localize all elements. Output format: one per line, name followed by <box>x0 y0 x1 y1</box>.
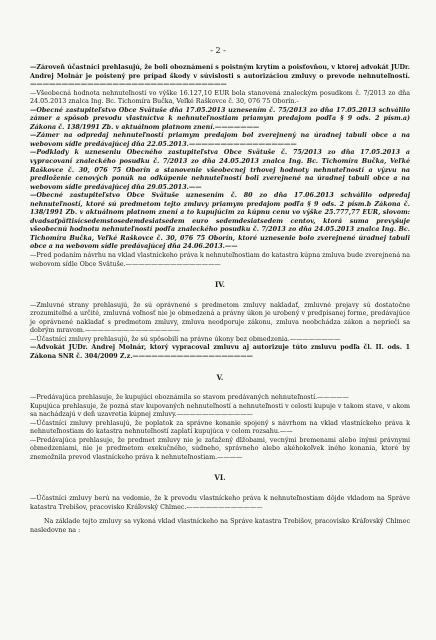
paragraph-general-value: —Všeobecná hodnota nehnuteľností vo výške 16.127,10 EUR bola stanovená znaleckým posudkom č. 7/2013 zo dňa 24.05.2013 znalca Ing. Bc. Tichomíra Bučka, Veľké Raškovce č. 30, 076 75 Oborín.- <box>30 89 410 106</box>
paragraph-legal-capacity: —Účastníci zmluvy prehlasujú, že sú spôsobilí na právne úkony bez obmedzenia.———————— <box>30 335 341 343</box>
paragraph-buyer-knows-condition: Kupujúca prehlasuje, že pozná stav kupovaných nehnuteľností a nehnuteľnosti v celosti kupuje v takom stave, v akom sa nachádzajú v deň uzavretia kúpnej zmluvy.———————————— <box>30 402 410 419</box>
paragraph-intent-published: —Zámer na odpredaj nehnuteľností priamym predajom bol zverejnený na úradnej tabuli obce a na webovom sídle predávajúcej dňa 22.05.2013.————————————————— <box>30 132 410 148</box>
paragraph-fee-payment: —Účastníci zmluvy prehlasujú, že poplatok za správne konanie spojený s návrhom na vklad vlastníckeho práva k nehnuteľnostiam do katastra nehnuteľností zaplatí kupujúca v celom rozsahu.—— <box>30 419 410 436</box>
page-number: - 2 - <box>210 46 226 55</box>
paragraph-insurance: —Zároveň účastníci prehlasujú, že boli oboznámení s poistným krytím a poisťovňou, v ktorej advokát JUDr. Andrej Molnár je poistený pre prípad škody v súvislosti s autorizáciou zmluvy o prevode nehnuteľností.——————————————————————————————— <box>30 64 410 89</box>
section-heading-iv: IV. <box>215 280 225 290</box>
document-body <box>30 42 410 535</box>
paragraph-council-approval: —Obecné zastupiteľstvo Obce Svätuše uznesením č. 80 zo dňa 17.06.2013 schválilo odpredaj nehnuteľností, ktoré sú predmetom tejto zmluvy priamym predajom podľa § 9 ods. 2 písm.b Zákona č. 138/1991 Zb. v aktuálnom platnom znení a to kupujúcim za kúpnu cenu vo výške 25.777,77 EUR, slovom: dvadsaťpäťtisícsedemstosedemdesiatsedem euro sedemdesiatsedem centov, ktorá suma prevyšuje všeobecnú hodnotu nehnuteľností podľa znaleckého posudku č. 7/2013 zo dňa 24.05.2013 znalca Ing. Bc. Tichomíra Bučka, Veľké Raškovce č. 30, 076 75 Oborín, ktoré uznesenie bolo zverejnené úradnej tabuli obce a na webovom sídle predávajúcej dňa 24.06.2013.—— <box>30 192 410 251</box>
section-heading-vi: VI. <box>214 473 226 483</box>
paragraph-council-intent: —Obecné zastupiteľstvo Obce Svätuše dňa 17.05.2013 uznesením č. 75/2013 zo dňa 17.05.2013 schválilo zámer a spôsob prevodu vlastníctva k nehnuteľnostiam priamym predajom podľa § 9 ods. 2 písm.a) Zákona č. 138/1991 Zb. v aktuálnom platnom znení.——————— <box>30 106 410 131</box>
paragraph-supporting-documents: —Podklady k uzneseniu Obecného zastupiteľstva Obce Svätuše č. 75/2013 zo dňa 17.05.2013 a vypracovaní znaleckého posudku č. 7/2013 zo dňa 24.05.2013 znalca Ing. Bc. Tichomíra Bučka, Veľké Raškovce č. 30, 076 75 Oborín a stanovenie všeobecnej trhovej hodnoty nehnuteľností a výzvu na predloženie cenových ponúk na odkúpenie nehnuteľností boli zverejnené na úradnej tabuli obce a na webovom sídle predávajúcej dňa 29.05.2013.—— <box>30 149 410 191</box>
paragraph-seller-informed: —Predávajúca prehlasuje, že kupujúci oboznámila so stavom predávaných nehnuteľností.————— <box>30 394 349 402</box>
paragraph-no-encumbrances: —Predávajúca prehlasuje, že predmet zmluvy nie je zaťažený dlžobami, vecnými bremenami alebo inými právnymi obmedzeniami, nie je predmetom exekučného, súdneho, správneho alebo akéhokoľvek iného konania, ktoré by znemožnila prevod vlastníckeho práva k nehnuteľnostiam.———— <box>30 436 410 461</box>
section-heading-v: V. <box>216 372 224 382</box>
paragraph-contract-validity: —Zmluvné strany prehlasujú, že sú oprávnené s predmetom zmluvy nakladať, zmluvné prejavy sú dostatočne zrozumiteľné a určité, zmluvná voľnosť nie je obmedzená a právny úkon je urobený v predpísanej forme, predávajúce je oprávnené nakladať s predmetom zmluvy, zmluva neodporuje zákonu, zmluva neobchádza zákon a neprieči sa dobrým mravom.——————————————— <box>30 301 410 335</box>
paragraph-attorney-authorization: —Advokát JUDr. Andrej Molnár, ktorý vypracoval zmluvu aj autorizuje túto zmluvu podľa čl. II. ods. 1 Zákona SNR č. 304/2009 Z.z.——————————————————— <box>30 344 410 360</box>
paragraph-deposit-details: Na základe tejto zmluvy sa vykoná vklad vlastníckeho na Správe katastra Trebišov, pracovisko Kráľovský Chlmec nasledovne na : <box>30 518 410 534</box>
paragraph-publication: —Pred podaním návrhu na vklad vlastníckeho práva k nehnuteľnostiam do katastra kúpna zmluva bude zverejnená na webovom sídle Obce Svätuše.——————————————— <box>30 252 410 268</box>
paragraph-cadastre-deposit: —Účastníci zmluvy berú na vedomie, že k prevodu vlastníckeho práva k nehnuteľnostiam dôjde vkladom na Správe katastra Trebišov, pracovisko Kráľovský Chlmec.———————————— <box>30 494 410 511</box>
